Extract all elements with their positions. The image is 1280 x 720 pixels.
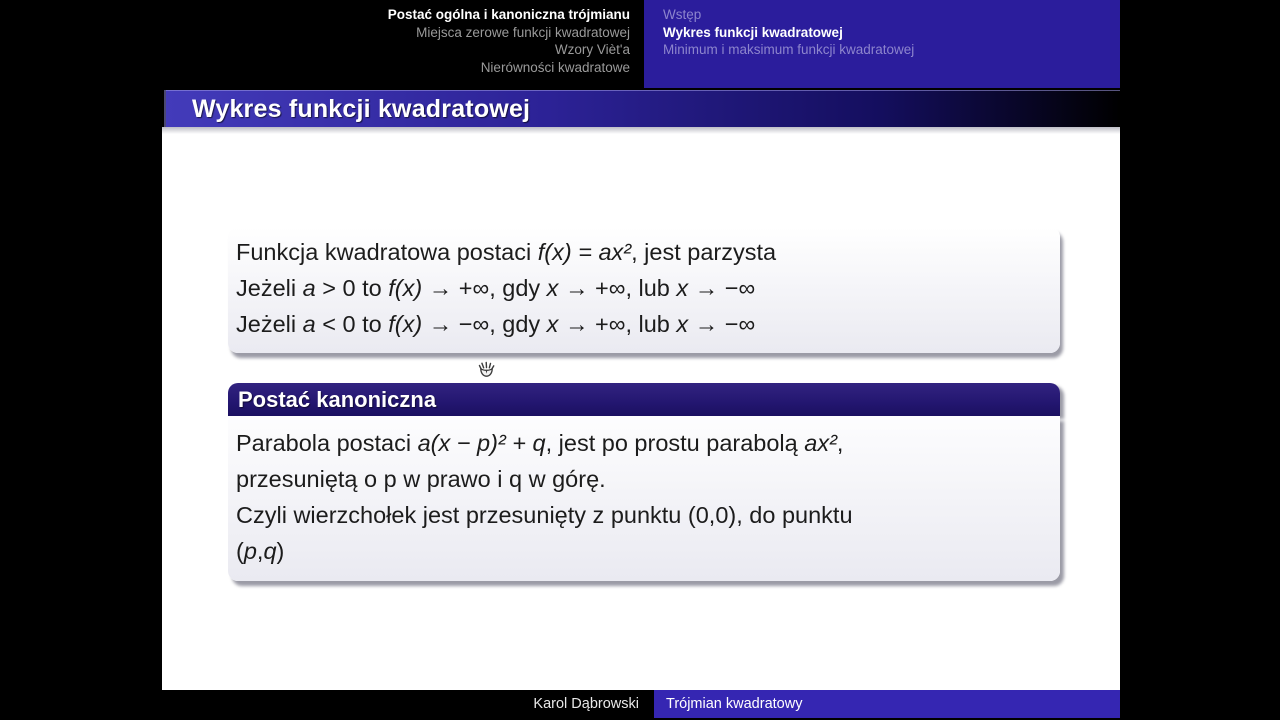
- slide-body: [162, 127, 1120, 690]
- nav-subsection-minimum-maksimum[interactable]: Minimum i maksimum funkcji kwadratowej: [663, 42, 915, 57]
- block-text-line: Czyli wierzchołek jest przesunięty z punktu (0,0), do punktu: [236, 502, 853, 528]
- subsection-nav: [644, 0, 1120, 88]
- section-nav: [160, 0, 644, 88]
- block-text-line: przesuniętą o p w prawo i q w górę.: [236, 466, 606, 492]
- footer-author: Karol Dąbrowski: [160, 690, 654, 718]
- nav-section-miejsca-zerowe[interactable]: Miejsca zerowe funkcji kwadratowej: [416, 24, 630, 40]
- block-canonical-form-header: [228, 383, 1060, 416]
- block-text-line: Parabola postaci a(x − p)² + q, jest po prostu parabolą ax²,: [236, 430, 844, 456]
- block-text-line: Jeżeli a < 0 to f(x) → −∞, gdy x → +∞, lub x → −∞: [236, 311, 756, 337]
- nav-subsection-wstep[interactable]: Wstęp: [663, 7, 702, 22]
- nav-section-postac-ogolna[interactable]: Postać ogólna i kanoniczna trójmianu: [387, 7, 630, 22]
- block-title: Postać kanoniczna: [238, 386, 437, 412]
- block-canonical-form-body: [228, 416, 1060, 581]
- footer-deck-title: Trójmian kwadratowy: [654, 690, 1120, 718]
- block-text-line: (p,q): [236, 538, 285, 564]
- block-text-line: Funkcja kwadratowa postaci f(x) = ax², jest parzysta: [236, 239, 777, 265]
- frame-title-bar: [164, 90, 1120, 127]
- hand-cursor-icon: [477, 360, 496, 379]
- nav-subsection-wykres[interactable]: Wykres funkcji kwadratowej: [663, 24, 843, 40]
- block-parity-facts: [228, 227, 1060, 353]
- frame-title: Wykres funkcji kwadratowej: [192, 94, 531, 123]
- nav-section-nierownosci[interactable]: Nierówności kwadratowe: [480, 59, 630, 75]
- footer-bar: [160, 690, 1120, 718]
- nav-section-wzory-vieta[interactable]: Wzory Vièt'a: [554, 42, 630, 57]
- block-text-line: Jeżeli a > 0 to f(x) → +∞, gdy x → +∞, lub x → −∞: [236, 275, 756, 301]
